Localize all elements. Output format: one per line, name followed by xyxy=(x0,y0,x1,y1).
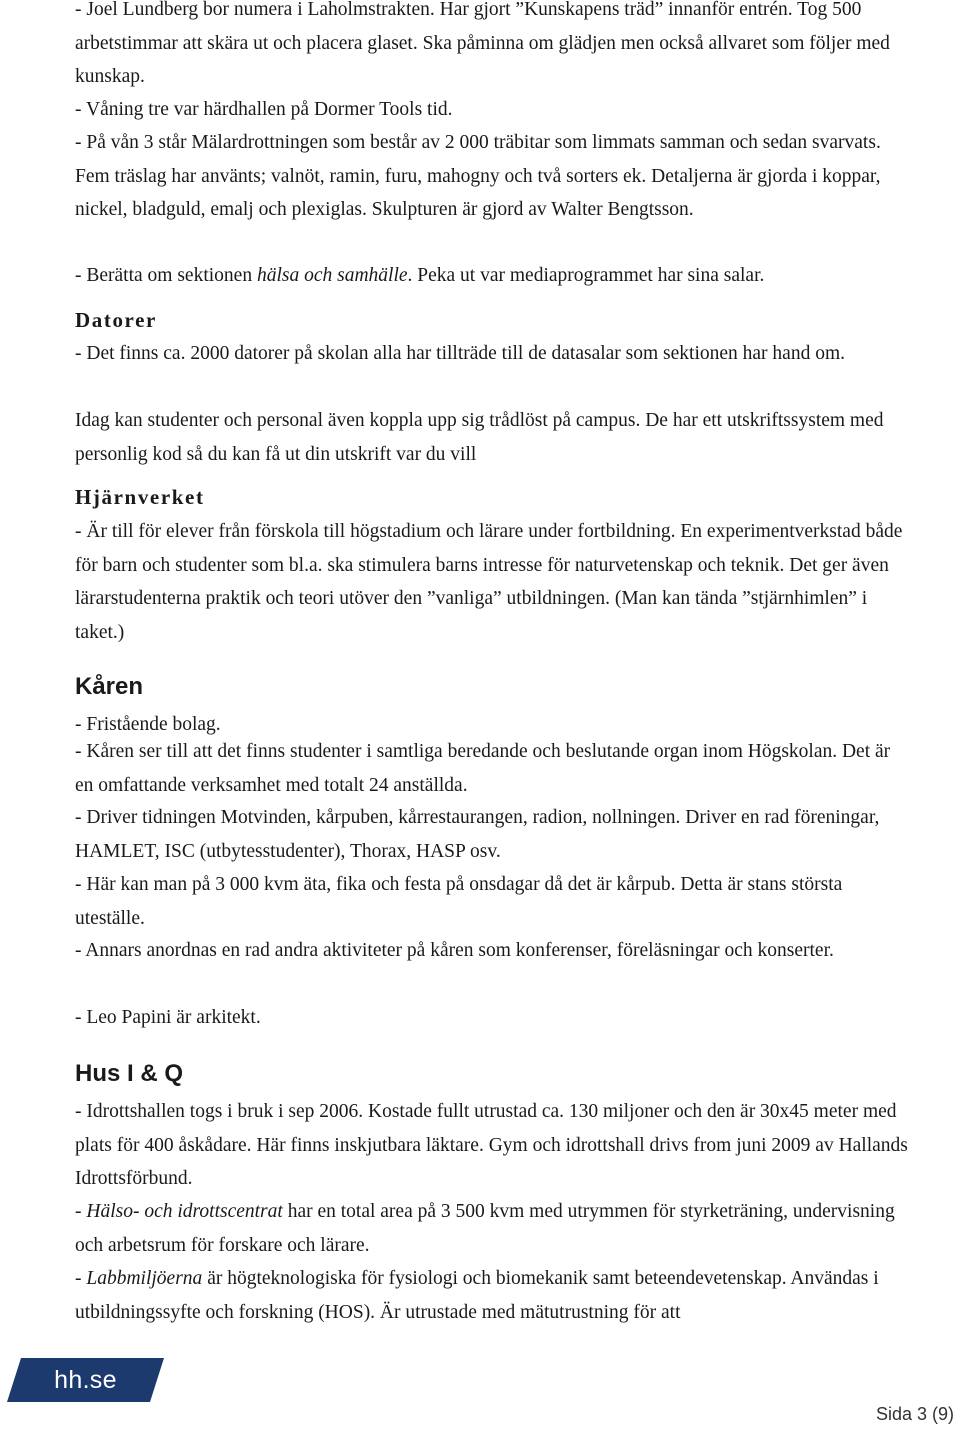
karen-paragraph-3: - Driver tidningen Motvinden, kårpuben, kårrestaurangen, radion, nollningen. Driver en rad föreningar, HAMLET, ISC (utbytesstudenter), Thorax, HASP osv. xyxy=(75,807,880,862)
text-suffix: är högteknologiska för fysiologi och biomekanik samt beteendevetenskap. Användas i utbildningssyfte och forskning (HOS). Är utrustade med mätutrustning för att xyxy=(75,1268,879,1323)
italic-text: Labbmiljöerna xyxy=(86,1268,203,1289)
hh-se-logo xyxy=(7,1358,164,1402)
text-prefix: - Berätta om sektionen xyxy=(75,265,257,286)
italic-text: hälsa och samhälle xyxy=(256,265,408,286)
karen-paragraph-6: - Leo Papini är arkitekt. xyxy=(75,1007,261,1028)
intro-paragraph-kunskapens-trad: - Joel Lundberg bor numera i Laholmstrakten. Har gjort ”Kunskapens träd” innanför entrén. Tog 500 arbetstimmar att skära ut och placera glaset. Ska påminna om glädjen men också allvaret som följer med kunskap. xyxy=(75,0,890,87)
karen-paragraph-1: - Fristående bolag. xyxy=(75,714,221,735)
hus-paragraph-idrottshallen: - Idrottshallen togs i bruk i sep 2006. Kostade fullt utrustad ca. 130 miljoner och den är 30x45 meter med plats för 400 åskådare. Här finns inskjutbara läktare. Gym och idrottshall drivs from juni 2009 av Hallands Idrottsförbund. xyxy=(75,1101,908,1189)
heading-hjarnverket: Hjärnverket xyxy=(75,485,205,509)
karen-paragraph-2: - Kåren ser till att det finns studenter i samtliga beredande och beslutande organ inom Högskolan. Det är en omfattande verksamhet med totalt 24 anställda. xyxy=(75,741,891,796)
hus-paragraph-labbmiljoerna xyxy=(75,1262,910,1329)
text-suffix: . Peka ut var mediaprogrammet har sina salar. xyxy=(407,265,765,286)
text-prefix: - xyxy=(75,1268,87,1289)
intro-paragraph-sektionen xyxy=(75,259,910,293)
karen-paragraph-5: - Annars anordnas en rad andra aktiviteter på kåren som konferenser, föreläsningar och konserter. xyxy=(75,940,834,961)
karen-paragraph-4: - Här kan man på 3 000 kvm äta, fika och festa på onsdagar då det är kårpub. Detta är stans största uteställe. xyxy=(75,874,843,929)
intro-paragraph-hardhallen: - Våning tre var härdhallen på Dormer Tools tid. xyxy=(75,99,453,120)
hjarnverket-paragraph: - Är till för elever från förskola till högstadium och lärare under fortbildning. En experimentverkstad både för barn och studenter som bl.a. ska stimulera barns intresse för naturvetenskap och teknik. Det ger även lärarstudenterna praktik och teori utöver den ”vanliga” utbildningen. (Man kan tända ”stjärnhimlen” i taket.) xyxy=(75,521,903,643)
datorer-paragraph-1: - Det finns ca. 2000 datorer på skolan alla har tillträde till de datasalar som sektionen har hand om. xyxy=(75,343,846,364)
intro-paragraph-malardrottningen: - På vån 3 står Mälardrottningen som består av 2 000 träbitar som limmats samman och sedan svarvats. Fem träslag har använts; valnöt, ramin, furu, mahogny och två sorters ek. Detaljerna är gjorda i koppar, nickel, bladguld, emalj och plexiglas. Skulpturen är gjord av Walter Bengtsson. xyxy=(75,132,881,220)
logo-text: hh.se xyxy=(54,1365,117,1394)
text-suffix: har en total area på 3 500 kvm med utrymmen för styrketräning, undervisning och arbetsrum för forskare och lärare. xyxy=(75,1201,895,1256)
page-number: Sida 3 (9) xyxy=(875,1404,954,1424)
italic-text: Hälso- och idrottscentrat xyxy=(86,1201,283,1222)
heading-hus-i-q: Hus I & Q xyxy=(75,1060,184,1087)
datorer-paragraph-2: Idag kan studenter och personal även koppla upp sig trådlöst på campus. De har ett utskriftssystem med personlig kod så du kan få ut din utskrift var du vill xyxy=(75,410,884,465)
text-prefix: - xyxy=(75,1201,87,1222)
heading-karen: Kåren xyxy=(75,673,144,700)
hus-paragraph-halsocentrat xyxy=(75,1195,910,1262)
heading-datorer: Datorer xyxy=(75,308,157,332)
